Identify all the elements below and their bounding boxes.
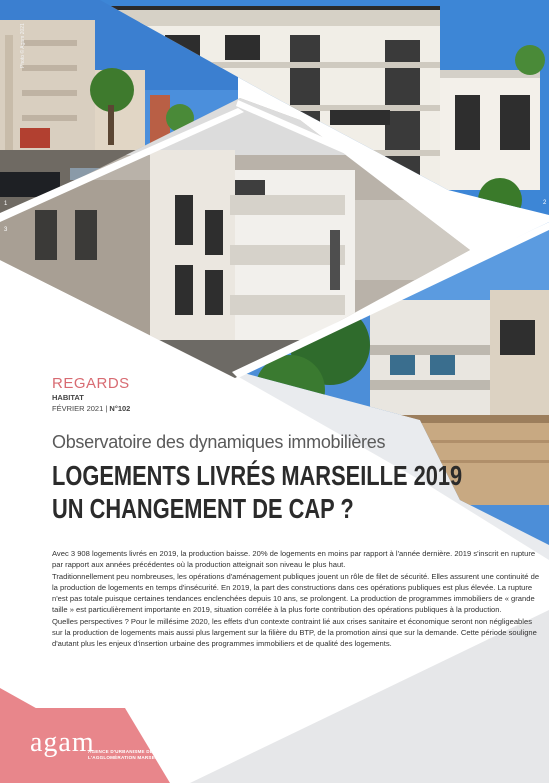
summary-paragraph-2: Traditionnellement peu nombreuses, les opérations d'aménagement publiques jouent un rôle de filet de sécurité. Elles assurent une continuité de la production de logements en temps d'insécurité. En 2019, la part des constructions dans ces opérations publiques est plus élevée. La rupture n'est pas totale puisque certaines tendances enclenchées depuis 10 ans, se prolongent. La production de programmes immobiliers de « grande taille » est particulièrement importante en 2019, situation corrélée à la plus forte contribution des opérations publiques à la production. [52, 571, 540, 615]
report-subtitle: Observatoire des dynamiques immobilières [52, 432, 386, 452]
agam-logo: agam [30, 727, 95, 758]
report-title [52, 459, 462, 525]
photo-number-4: 4 [543, 227, 547, 233]
report-title-line-1: LOGEMENTS LIVRÉS MARSEILLE 2019 [52, 460, 463, 491]
issue-date: FÉVRIER 2021 | N°102 [52, 404, 131, 413]
issue-number: N°102 [109, 404, 131, 413]
agam-logo-subtitle [88, 749, 174, 761]
agam-logo-line-2: L'AGGLOMÉRATION MARSEILLAISE [88, 755, 174, 760]
summary-paragraph-1: Avec 3 908 logements livrés en 2019, la production baisse. 20% de logements en moins par rapport à l'année dernière. 2019 s'inscrit en rupture par rapport aux années précédentes où la production atteignait son niveau le plus haut. [52, 549, 536, 570]
issue-date-text: FÉVRIER 2021 [52, 404, 104, 413]
photo-number-2: 2 [543, 200, 547, 206]
summary-paragraph-3: Quelles perspectives ? Pour le millésime 2020, les effets d'un contexte contraint lié aux crises sanitaire et économique seront non négligeables sur la production de logements mais aussi plus largement sur la filière du BTP, de la promotion ainsi que sur la demande. Cette période souligne d'autant plus les enjeux d'insertion urbaine des programmes immobiliers et de qualité des logements. [52, 616, 537, 649]
photo-number-1: 1 [4, 201, 8, 207]
report-summary [52, 548, 540, 650]
report-title-line-2: UN CHANGEMENT DE CAP ? [52, 493, 354, 524]
agam-logo-line-1: AGENCE D'URBANISME DE [88, 749, 154, 754]
photo-credit: Photo © Agam 2021 [20, 23, 26, 68]
series-label: REGARDS [52, 375, 130, 392]
theme-label: HABITAT [52, 393, 84, 402]
photo-number-3: 3 [4, 227, 8, 233]
